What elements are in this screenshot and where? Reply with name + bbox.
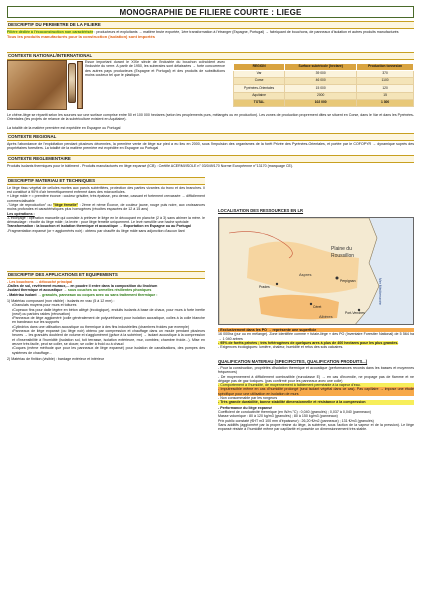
contexte-national-section — [7, 52, 414, 60]
table-cell: Var — [234, 70, 285, 77]
table-cell: TOTAL — [234, 99, 285, 106]
table-total-row — [234, 99, 414, 106]
qualification-prix: Prix public constaté (€HT m3 100 mm d'épaisseur) : 26,20 €/m2 (panneaux) ; 131 €/m3 (granulés) — [218, 418, 374, 423]
table-cell: 1 300 — [357, 99, 414, 106]
perimetre-section — [7, 21, 414, 39]
ressource-l3-text: - 95% de forêts privées ; très hétérogènes de quelques ares à plus de 400 hectares pour les plus grandes. — [218, 340, 399, 345]
map-label: Perpignan — [340, 279, 356, 283]
materiau-op3: -Fragmentation expansé (or « agglomérés noir) : obtenu par chauffe du liège mâle sans adjonction d'aucun liant — [7, 228, 185, 233]
ressource-section — [218, 328, 414, 349]
contexte-national-text: Essor important durant le XIXe siècle de l'industrie du bouchon coïncident avec l'industrie du verre. A partir de 1950, les suberaies sont délaissées → forte concurrence des autres pays producteurs (Espagne et Portugal) et des produits de substitutions moins couteux tel que le plastique. — [85, 60, 225, 77]
applications-sub2: 2) Matériau de finition (visible) : bardage extérieur et intérieur — [7, 356, 105, 361]
qualification-perf-title: - Performance du liège expansé — [218, 405, 273, 410]
table-cell: 15 — [357, 92, 414, 99]
contexte-regional-text: Après l'abondance de l'exploitation pendant plusieurs décennies, la première vente de liège sur pied a eu lieu en 2000, sous l'impulsion des organismes de la forêt Privée des Pyrénées-Orientales, et portée par le COFOPYR → dynamique suprès des propriétaires forestiers. La totalité de la matière première est expédiée en Espagne ou Portugal — [7, 141, 414, 151]
materiau-section — [7, 177, 205, 233]
contexte-national-text2: Le chêne-liège se répartit selon les sources sur une surface comprise entre 50 et 100 000 hectares (selon les peuplements purs, mélangés ou en production). Les zones de production proprement dites se situent en Corse, dans le Var et dans les Pyrénées-Orientales (les projets de relance de la subériculture existent en Aquitaine). — [7, 113, 414, 122]
localisation-heading: LOCALISATION DES RESSOURCES EN LR — [218, 208, 304, 213]
cork-bark-photo — [7, 60, 67, 110]
materiau-ops-title: Les opérations : — [7, 211, 35, 216]
table-header-region: REGION — [234, 64, 285, 71]
contexte-reglementaire-text: Produits isolants thermiques pour le bâtiment - Produits manufacturés en liège expansé (ICB) : Certifié ACERMI/ISOLE n° 03/049/170 Norme Européenne n°13170 (marquage CE). — [7, 163, 294, 168]
qualification-l3: - Comportement à l'humidité, de moyennement à faiblement perméable à la vapeur d'eau. — [218, 383, 414, 387]
materiau-li1: « Liège mâle » = première écorce : couleur grisâtre, très épaisse, peu dense, cassant et fortement crevassée → difficilement commercialisable — [7, 194, 205, 203]
table-cell: Pyrénées-Orientales — [234, 85, 285, 92]
qualification-l5: - Non consommable par les rongeurs — [218, 396, 278, 401]
materiau-heading: DESCRIPTIF MATERIAU ET TECHNIQUES — [7, 177, 205, 185]
table-header-production: Production tonnes/an — [357, 64, 414, 71]
materiau-op1: -L'écorçage : opération manuelle qui consiste à prélever le liège en le découpant en planche (2 à 3) sans abimer la mère. le démasclage : récolte du liège mâle ; la levée : pour liège femelle uniquement. Le levé rarrutille une hache spéciale — [7, 215, 205, 225]
table-cell: 120 — [357, 85, 414, 92]
list-item: • Panneaux de liège expansé (ou liège noir) obtenu par compression et chauffage dans un moule pendant plusieurs heures → les granulés doublent de volume et s'agglomèrent (grâce à la subérine) → isolant acoustique à la compression et d'insensibilité à l'humidité (isolation sol, toit terrasse, isolation extérieure, mur, combles; chambre froide...). Mise en œuvre très facile, peut se coller, se clouer, se coller à froid ou à chaud — [7, 329, 205, 346]
applications-l1-a: - Les bouchons — [7, 279, 35, 284]
localisation-section — [218, 209, 414, 214]
page-title: MONOGRAPHIE DE FILIERE COURTE : LIEGE — [7, 6, 414, 18]
materiau-op2-b: en Espagne ou au Portugal — [143, 224, 191, 229]
materiau-li2 — [7, 203, 205, 212]
contexte-national-heading: CONTEXTE NATIONAL/INTERNATIONAL — [7, 52, 414, 60]
materiau-li2-b: "liège femelle" — [52, 202, 79, 207]
qualification-l1: - Pour la construction, propriétés d'isolation thermique et acoustique (performances records dans les basses et moyennes fréquences) — [218, 365, 414, 375]
table-row — [234, 70, 414, 77]
qualification-l2: - De moyennement à difficilement combustible (euroclasse E) → en cas d'incendie, ne propage pas de flamme et ne dégage pas de gaz toxiques. (pas confirmé pour les panneaux avec une colle) — [218, 374, 414, 383]
materiau-li2-c: : 2ème et nème Écorce, de couleur jaune, rouge puis noire, aux croissances moins profondes et caractéristiques plus homogènes (récoltes espacées de 12 à 15 ans) — [7, 202, 205, 212]
qualification-perf: Coefficient de conductivité thermique (en W/m.°C) : 0,040 (granulés) ; 0,037 à 0,040 (panneaux) — [218, 409, 371, 414]
table-cell: Aquitaine — [234, 92, 285, 99]
qualification-section — [218, 360, 414, 431]
map-label: Mer Méditerranée — [378, 278, 382, 305]
applications-l3-b: → sous couches ou semelles résilientes phoniques — [63, 288, 152, 293]
table-row — [234, 85, 414, 92]
contexte-reglementaire-section — [7, 155, 414, 168]
table-row — [234, 78, 414, 85]
contexte-national-text3: La totalité de la matière première est expédiée en Espagne ou Portugal — [7, 126, 121, 130]
applications-l4-a: - Matériau isolant — [7, 292, 38, 297]
table-cell: Corse — [234, 78, 285, 85]
cork-stack-photo — [68, 63, 76, 103]
table-cell: 46 000 — [285, 78, 357, 85]
applications-heading: DESCRIPTIF DES APPLICATIONS ET EQUIPEMENTS — [7, 271, 205, 279]
table-cell: 102 000 — [285, 99, 357, 106]
resource-map — [218, 217, 414, 325]
perimetre-line1-green: Filière dédiée à l'écoconstruction non caractérisée — [7, 29, 94, 34]
contexte-regional-section — [7, 133, 414, 150]
table-cell: 2000 — [285, 92, 357, 99]
applications-l2: -Dalles de sol, revêtement muraux,... en poudre il entre dans la composition du linoléum — [7, 284, 158, 289]
qualification-l6: - Très grande durabilité, bonne stabilité dimensionnelle et résistance à la compression — [218, 400, 414, 404]
table-row — [234, 92, 414, 99]
list-item: • Panneaux de liège aggloméré (colle généralement de polyuréthane) pour isolation acoustique, colles à la colle blanche en bandeaux sur les supports — [7, 316, 205, 325]
applications-l1-b: → débouché principal — [34, 279, 73, 284]
table-cell: 15 000 — [285, 85, 357, 92]
qualification-masse: Masse volumique : 80 à 120 kg/m3 (granulés) ; 80 à 150 kg/m3 (panneaux) — [218, 414, 338, 419]
table-cell: 370 — [357, 70, 414, 77]
map-svg — [219, 218, 414, 325]
list-item: • Coques (même méthode que pour les panneaux de liège expansé) pour isolation de canalisations, des pompes des systèmes de chauffage... — [7, 346, 205, 355]
ressource-l2: 16 000ha (pur ou en mélange). Zone identifiée comme « futaie-liège » des PO (Inventaire Forestier National) de 5 564 ha → 1 040 arbres — [218, 332, 414, 341]
list-item: • Copeaux fins pour dalle légère en béton allégé (écologique), enduits isolants à base de chaux, pour murs à forte inertie (neuf) ou parloirs raides (rénovation) — [7, 308, 205, 317]
materiau-op2-a: Transformation : la bouchon et isolation thermique et acoustique → Exportation — [7, 224, 144, 229]
applications-section — [7, 271, 205, 361]
contexte-reglementaire-heading: CONTEXTE REGLEMENTAIRE — [7, 155, 414, 163]
applications-l4-b: → granulés, panneaux ou coques avec ou sans traitement thermique : — [37, 292, 158, 297]
materiau-li2-a: -"Liège de reproduction" ou — [7, 202, 53, 207]
qualification-heading: QUALIFICATION MATERIAU (SPECIFICITES, QUALIFICATION PRODUITS...) — [218, 359, 368, 364]
table-header-surface: Surface subéricole (hectare) — [285, 64, 357, 71]
ressource-l1: - Exclusivement dans les PO → représente une superficie — [218, 328, 414, 332]
map-label: Roussillon — [331, 253, 355, 259]
applications-l3-a: -Isolant thermique et acoustique — [7, 288, 64, 293]
table-cell: 39 000 — [285, 70, 357, 77]
qualification-l4: - Imputrescible même en cas d'humidité prolongé (seul isolant végétal dans ce cas). Pas capillaire → impose une étude spécifique pour une utilisation en isolation de murs — [218, 387, 414, 396]
production-table — [233, 63, 414, 107]
qualification-sans: Sans additifs (aggloméré par la propre résine du liège, la subérine, sous l'action de la vapeur et de la pression). Le liège expansé résiste à l'humidité même par capillarité et possède un dimensionnement très stable. — [218, 422, 414, 432]
perimetre-line1-rest: : producteurs et exploitants → matière brute exportée, 1ère transformation à l'étranger (Espagne, Portugal) → fabriquant de bouchons, de panneaux d'isolation et autres produits manufacturés — [93, 29, 399, 34]
table-cell: 1100 — [357, 78, 414, 85]
list-item: • Cylindrics dans une utilisation acoustique ou thermique à des fins industrielles (chambres froides par exemple) — [7, 325, 205, 329]
map-label: Albères — [319, 314, 333, 319]
contexte-regional-heading: CONTEXTE REGIONAL — [7, 133, 414, 141]
list-item: • Granulats moyens pour murs et toitures — [7, 303, 205, 307]
applications-sub: 1) Matériau composant (non visible) : isolants en vrac (5 à 12 mm) : — [7, 298, 115, 303]
monograph-page — [3, 3, 418, 594]
map-label: Port-Vendres — [345, 311, 365, 315]
materiau-text: Le liège tissu végétal de cellules mortes aux parois subérifiées, protection des parties vivantes du tronc et des branches. Il est constitué à 90% d'air hermétiquement enfermé dans des microcellules. — [7, 185, 205, 195]
cork-roll-photo — [77, 61, 83, 109]
map-label: Prades — [259, 285, 270, 289]
map-label: Aspres — [299, 272, 312, 277]
perimetre-line2: Tous les produits manufacturés pour la construction (isolation) sont importés — [7, 34, 155, 40]
ressource-l4: - Exigences écologiques: lumière, chaleur, humidité et refus des sols calcaires. — [218, 345, 344, 350]
map-label: Céret — [313, 305, 322, 309]
applications-l4 — [7, 293, 205, 297]
perimetre-heading: DESCRIPTIF DU PERIMETRE DE LA FILIERE — [7, 21, 414, 29]
map-label: Plaine du — [331, 246, 352, 252]
